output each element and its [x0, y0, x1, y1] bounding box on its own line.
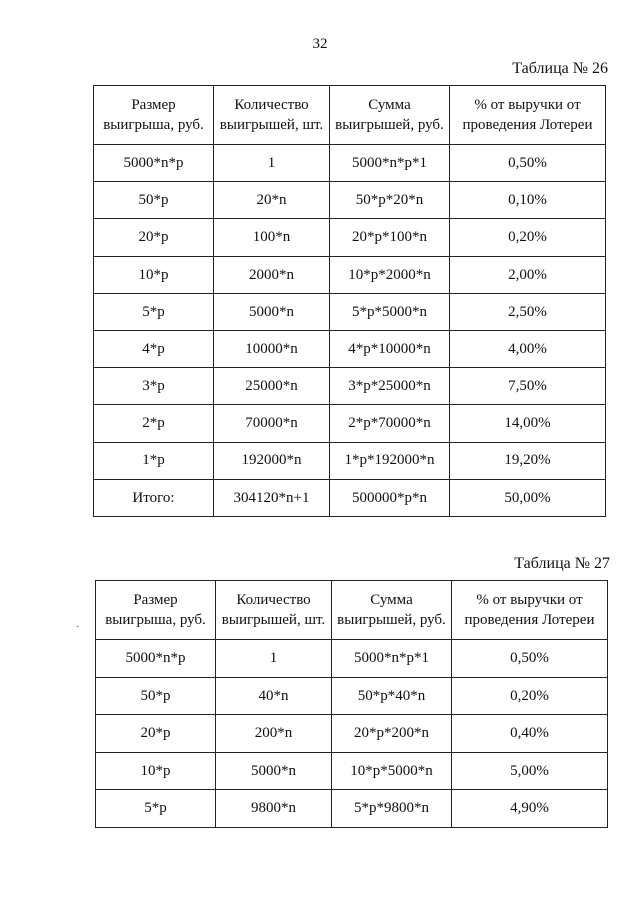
- table-cell: 5000*n*p*1: [332, 640, 452, 678]
- table-cell: 50*p: [96, 677, 216, 715]
- table-row: [96, 715, 608, 753]
- table-row: [94, 442, 606, 479]
- header-cell: Сумма выигрышей, руб.: [332, 581, 452, 640]
- table-cell: 10*p: [94, 256, 214, 293]
- header-cell: Количество выигрышей, шт.: [216, 581, 332, 640]
- header-cell: Размер выигрыша, руб.: [96, 581, 216, 640]
- table-row: [94, 293, 606, 330]
- table-27-caption: Таблица № 27: [514, 555, 610, 572]
- table-cell: 3*p: [94, 368, 214, 405]
- table-cell: 0,20%: [450, 219, 606, 256]
- table-cell: 10000*n: [214, 330, 330, 367]
- table-row: [94, 219, 606, 256]
- table-cell: 5000*n*p*1: [330, 145, 450, 182]
- table-cell: 2,50%: [450, 293, 606, 330]
- table-cell: 2,00%: [450, 256, 606, 293]
- table-cell: 5*p*5000*n: [330, 293, 450, 330]
- table-cell: 20*p: [96, 715, 216, 753]
- table-cell: 4*p*10000*n: [330, 330, 450, 367]
- table-cell: 10*p*5000*n: [332, 752, 452, 790]
- header-cell: % от выручки от проведения Лотереи: [452, 581, 608, 640]
- table-row: [96, 790, 608, 828]
- table-row: [94, 145, 606, 182]
- table-cell: 5000*n: [214, 293, 330, 330]
- header-cell: Размер выигрыша, руб.: [94, 86, 214, 145]
- table-cell: 1*p: [94, 442, 214, 479]
- table-header-row: [96, 581, 608, 640]
- table-cell: 50,00%: [450, 479, 606, 516]
- table-cell: 50*p*40*n: [332, 677, 452, 715]
- page-number: 32: [312, 36, 328, 52]
- table-cell: 304120*n+1: [214, 479, 330, 516]
- table-cell: 25000*n: [214, 368, 330, 405]
- scan-mark: ˇ: [76, 625, 80, 636]
- table-cell: 5,00%: [452, 752, 608, 790]
- table-cell: 40*n: [216, 677, 332, 715]
- table-cell: 20*n: [214, 182, 330, 219]
- table-cell: 2*p*70000*n: [330, 405, 450, 442]
- table-26-caption: Таблица № 26: [512, 60, 608, 77]
- table-cell: 7,50%: [450, 368, 606, 405]
- table-cell: 0,10%: [450, 182, 606, 219]
- table-cell: 4*p: [94, 330, 214, 367]
- table-row: [96, 677, 608, 715]
- header-cell: Количество выигрышей, шт.: [214, 86, 330, 145]
- table-cell: 100*n: [214, 219, 330, 256]
- table-cell: 5000*n*p: [94, 145, 214, 182]
- header-cell: Сумма выигрышей, руб.: [330, 86, 450, 145]
- table-cell: 0,20%: [452, 677, 608, 715]
- table-cell: 10*p*2000*n: [330, 256, 450, 293]
- table-cell: 9800*n: [216, 790, 332, 828]
- table-row: [96, 640, 608, 678]
- table-cell: 4,90%: [452, 790, 608, 828]
- table-cell: 14,00%: [450, 405, 606, 442]
- table-cell: 5*p: [96, 790, 216, 828]
- table-cell: 0,50%: [452, 640, 608, 678]
- table-cell: Итого:: [94, 479, 214, 516]
- table-row: [94, 479, 606, 516]
- table-cell: 70000*n: [214, 405, 330, 442]
- table-cell: 192000*n: [214, 442, 330, 479]
- table-row: [94, 256, 606, 293]
- table-cell: 50*p: [94, 182, 214, 219]
- table-cell: 4,00%: [450, 330, 606, 367]
- table-cell: 1*p*192000*n: [330, 442, 450, 479]
- header-cell: % от выручки от проведения Лотереи: [450, 86, 606, 145]
- table-header-row: [94, 86, 606, 145]
- table-cell: 3*p*25000*n: [330, 368, 450, 405]
- table-row: [94, 405, 606, 442]
- table-cell: 2*p: [94, 405, 214, 442]
- table-row: [94, 368, 606, 405]
- table-cell: 5*p*9800*n: [332, 790, 452, 828]
- table-cell: 19,20%: [450, 442, 606, 479]
- table-cell: 1: [214, 145, 330, 182]
- table-cell: 20*p: [94, 219, 214, 256]
- table-cell: 1: [216, 640, 332, 678]
- table-cell: 50*p*20*n: [330, 182, 450, 219]
- table-cell: 20*p*100*n: [330, 219, 450, 256]
- table-row: [94, 182, 606, 219]
- table-row: [96, 752, 608, 790]
- table-27: [95, 580, 608, 828]
- table-cell: 0,50%: [450, 145, 606, 182]
- table-cell: 200*n: [216, 715, 332, 753]
- table-cell: 5000*n*p: [96, 640, 216, 678]
- table-row: [94, 330, 606, 367]
- table-cell: 5*p: [94, 293, 214, 330]
- table-26: [93, 85, 606, 517]
- table-cell: 0,40%: [452, 715, 608, 753]
- table-cell: 2000*n: [214, 256, 330, 293]
- table-cell: 10*p: [96, 752, 216, 790]
- table-cell: 500000*p*n: [330, 479, 450, 516]
- table-cell: 20*p*200*n: [332, 715, 452, 753]
- table-cell: 5000*n: [216, 752, 332, 790]
